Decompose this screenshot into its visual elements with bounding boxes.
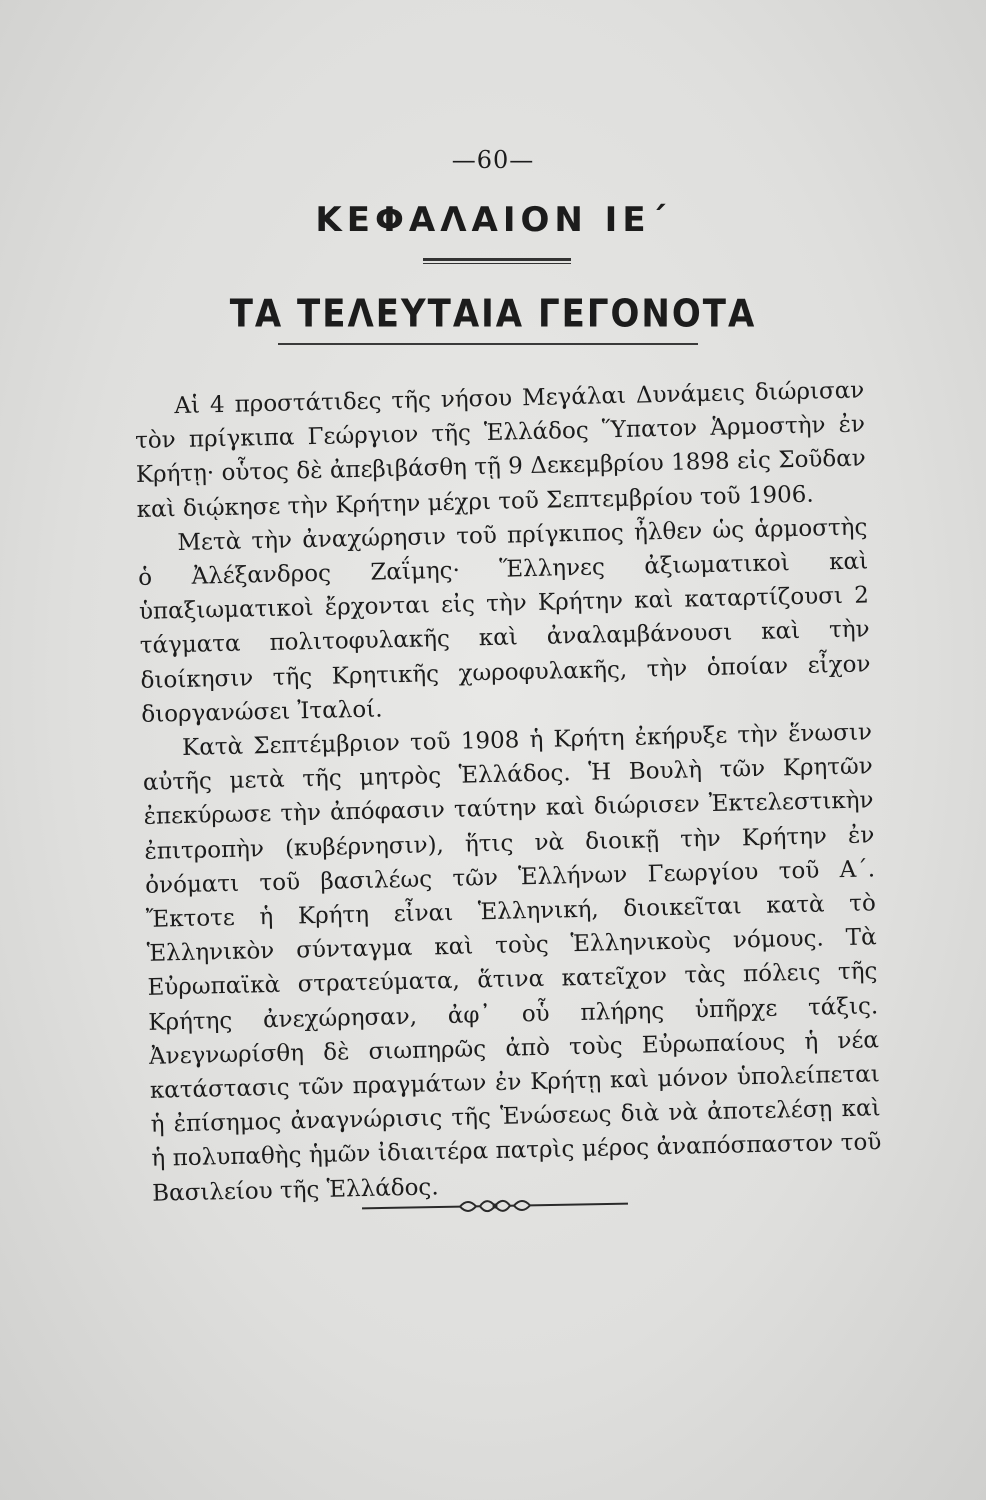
- paragraph-2: Μετὰ τὴν ἀναχώρησιν τοῦ πρίγκιπος ἦλθεν ὡς ἁρμοστὴς ὁ Ἀλέξανδρος Ζαΐμης· Ἕλληνες ἀξιωματικοὶ καὶ ὑπαξιωματικοὶ ἔρχονται εἰς τὴν Κρήτην καὶ καταρτίζουσι 2 τάγματα πολιτοφυλακῆς καὶ ἀναλαμβάνουσι καὶ τὴν διοίκησιν τῆς Κρητικῆς χωροφυλακῆς, τὴν ὁποίαν εἶχον διοργανώσει Ἰταλοί.: [137, 514, 871, 728]
- chapter-heading: ΚΕΦΑΛΑΙΟΝ ΙΕ΄: [315, 200, 671, 240]
- section-title: ΤΑ ΤΕΛΕΥΤΑΙΑ ΓΕΓΟΝΟΤΑ: [229, 291, 757, 337]
- title-underline: [278, 343, 698, 345]
- chapter-rule-thick: [423, 258, 571, 261]
- decorative-flourish-icon: [360, 1193, 630, 1220]
- page-number: —60—: [451, 146, 535, 174]
- paragraph-1: Αἱ 4 προστάτιδες τῆς νήσου Μεγάλαι Δυνάμεις διώρισαν τὸν πρίγκιπα Γεώργιον τῆς Ἑλλάδος Ὕπατον Ἁρμοστὴν ἐν Κρήτῃ· οὗτος δὲ ἀπεβιβάσθη τῇ 9 Δεκεμβρίου 1898 εἰς Σοῦδαν καὶ διῴκησε τὴν Κρήτην μέχρι τοῦ Σεπτεμβρίου τοῦ 1906.: [134, 377, 867, 523]
- body-text: [134, 373, 882, 1210]
- chapter-rule-thin: [423, 263, 571, 264]
- paragraph-3: Κατὰ Σεπτέμβριον τοῦ 1908 ἡ Κρήτη ἐκήρυξε τὴν ἕνωσιν αὐτῆς μετὰ τῆς μητρὸς Ἑλλάδος. Ἡ Βουλὴ τῶν Κρητῶν ἐπεκύρωσε τὴν ἀπόφασιν ταύτην καὶ διώρισεν Ἐκτελεστικὴν ἐπιτροπὴν (κυβέρνησιν), ἥτις νὰ διοικῇ τὴν Κρήτην ἐν ὀνόματι τοῦ βασιλέως τῶν Ἑλλήνων Γεωργίου τοῦ Α΄. Ἔκτοτε ἡ Κρήτη εἶναι Ἑλληνική, διοικεῖται κατὰ τὸ Ἑλληνικὸν σύνταγμα καὶ τοὺς Ἑλληνικοὺς νόμους. Τὰ Εὐρωπαϊκὰ στρατεύματα, ἅτινα κατεῖχον τὰς πόλεις τῆς Κρήτης ἀνεχώρησαν, ἀφ᾽ οὗ πλήρης ὑπῆρχε τάξις. Ἀνεγνωρίσθη δὲ σιωπηρῶς ἀπὸ τοὺς Εὐρωπαίους ἡ νέα κατάστασις τῶν πραγμάτων ἐν Κρήτῃ καὶ μόνον ὑπολείπεται ἡ ἐπίσημος ἀναγνώρισις τῆς Ἑνώσεως διὰ νὰ ἀποτελέσῃ καὶ ἡ πολυπαθὴς ἡμῶν ἰδιαιτέρα πατρὶς μέρος ἀναπόσπαστον τοῦ Βασιλείου τῆς Ἑλλάδος.: [142, 719, 882, 1207]
